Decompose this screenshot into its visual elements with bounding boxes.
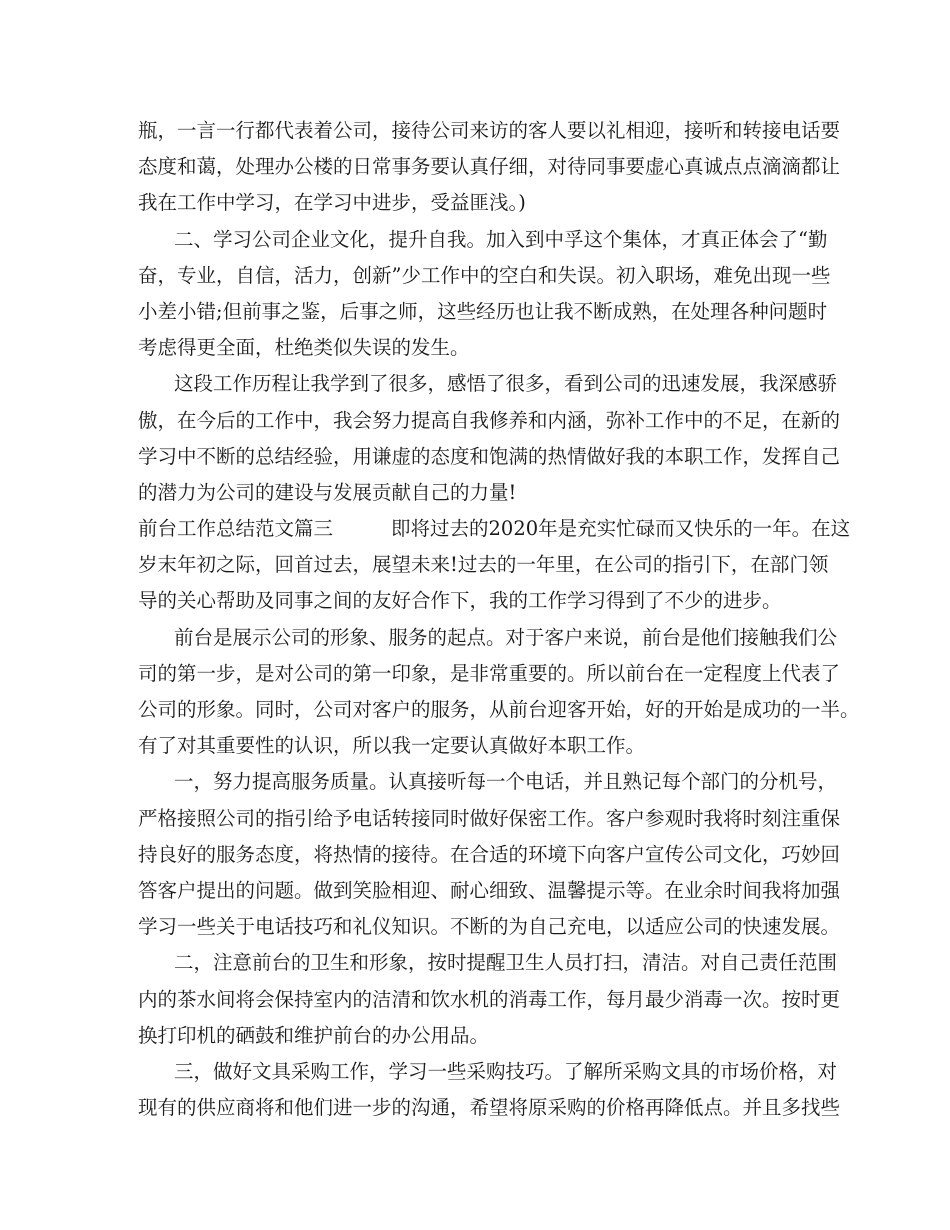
paragraph-start-line: 一，努力提高服务质量。认真接听每一个电话，并且熟记每个部门的分机号， (174, 770, 838, 794)
text-line: 导的关心帮助及同事之间的友好合作下，我的工作学习得到了不少的进步。 (138, 589, 782, 613)
text-line: 我在工作中学习，在学习中进步，受益匪浅。) (138, 191, 526, 215)
text-line: 换打印机的硒鼓和维护前台的办公用品。 (138, 1023, 490, 1047)
text-line: 考虑得更全面，杜绝类似失误的发生。 (138, 336, 470, 360)
text-line: 严格接照公司的指引给予电话转接同时做好保密工作。客户参观时我将时刻注重保 (138, 806, 841, 830)
section-title: 前台工作总结范文篇三 (138, 517, 334, 541)
text-line: 的潜力为公司的建设与发展贡献自己的力量! (138, 480, 517, 504)
paragraph-start-line: 三，做好文具采购工作，学习一些采购技巧。了解所采购文具的市场价格，对 (174, 1059, 838, 1083)
text-line: 学习一些关于电话技巧和礼仪知识。不断的为自己充电，以适应公司的快速发展。 (138, 915, 841, 939)
text-line: 司的第一步，是对公司的第一印象，是非常重要的。所以前台在一定程度上代表了 (138, 661, 841, 685)
paragraph-start-line: 二、学习公司企业文化，提升自我。加入到中孚这个集体，才真正体会了“勤 (174, 227, 828, 251)
text-line: 有了对其重要性的认识，所以我一定要认真做好本职工作。 (138, 734, 646, 758)
text-line: 内的茶水间将会保持室内的洁清和饮水机的消毒工作，每月最少消毒一次。按时更 (138, 987, 841, 1011)
text-line: 答客户提出的问题。做到笑脸相迎、耐心细致、温馨提示等。在业余时间我将加强 (138, 878, 841, 902)
paragraph-start-line: 二，注意前台的卫生和形象，按时提醒卫生人员打扫，清洁。对自己责任范围 (174, 951, 838, 975)
text-line: 奋，专业，自信，活力，创新”少工作中的空白和失误。初入职场，难免出现一些 (138, 263, 831, 287)
section-intro-text: 即将过去的2020年是充实忙碌而又快乐的一年。在这 (391, 517, 851, 541)
text-line: 岁末年初之际，回首过去，展望未来!过去的一年里，在公司的指引下，在部门领 (138, 553, 829, 577)
document-body (138, 113, 860, 1126)
text-line: 小差小错;但前事之鉴，后事之师，这些经历也让我不断成熟，在处理各种问题时 (138, 299, 828, 323)
paragraph-start-line: 前台是展示公司的形象、服务的起点。对于客户来说，前台是他们接触我们公 (174, 625, 838, 649)
text-line: 态度和蔼，处理办公楼的日常事务要认真仔细，对待同事要虚心真诚点点滴滴都让 (138, 155, 841, 179)
text-line: 持良好的服务态度，将热情的接待。在合适的环境下向客户宣传公司文化，巧妙回 (138, 842, 841, 866)
text-line: 现有的供应商将和他们进一步的沟通，希望将原采购的价格再降低点。并且多找些 (138, 1096, 841, 1120)
paragraph-start-line: 这段工作历程让我学到了很多，感悟了很多，看到公司的迅速发展，我深感骄 (174, 372, 838, 396)
section-heading-line (138, 511, 851, 547)
text-line: 瓶，一言一行都代表着公司，接待公司来访的客人要以礼相迎，接听和转接电话要 (138, 119, 841, 142)
text-line: 傲，在今后的工作中，我会努力提高自我修养和内涵，弥补工作中的不足，在新的 (138, 408, 841, 432)
text-line: 学习中不断的总结经验，用谦虚的态度和饱满的热情做好我的本职工作，发挥自己 (138, 444, 841, 468)
text-line: 公司的形象。同时，公司对客户的服务，从前台迎客开始，好的开始是成功的一半。 (138, 698, 860, 721)
